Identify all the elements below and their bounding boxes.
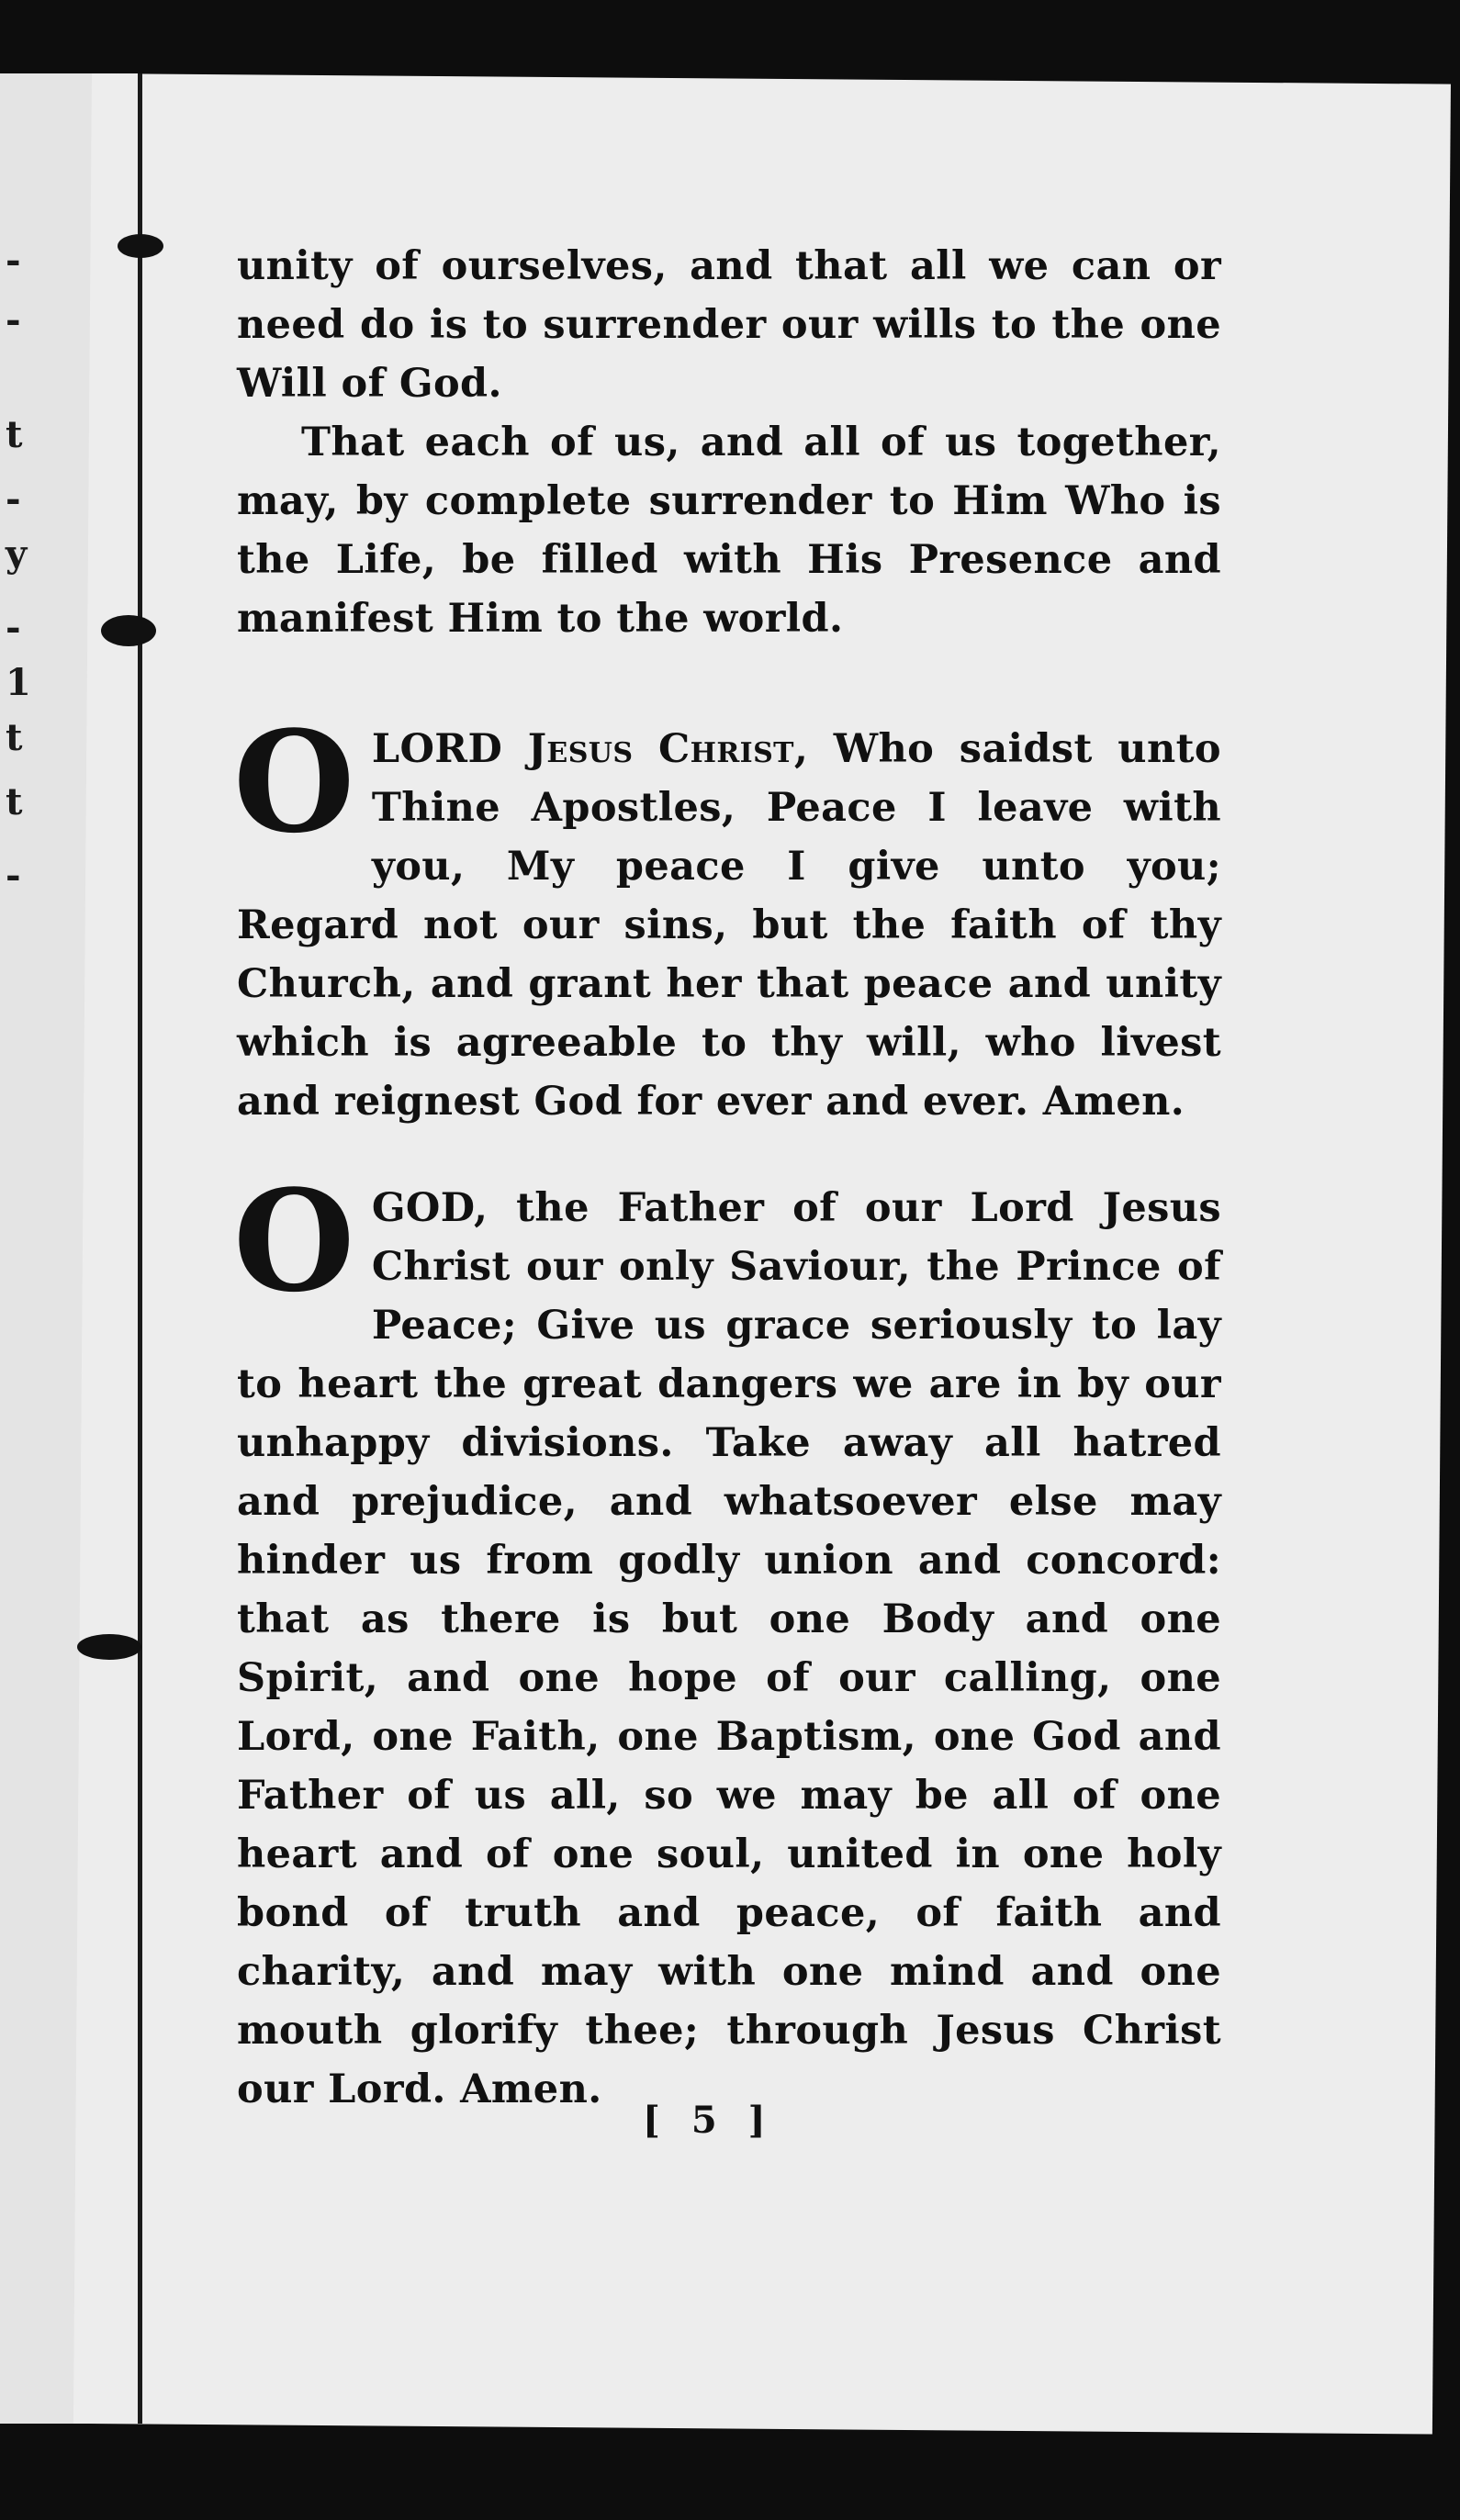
prayer-body: the Father of our Lord Jesus Christ our only Saviour, the Prince of Peace; Give us grace seriously to lay to heart the great dangers we are in by our unhappy divisions. Take away all hatred and prejudice, and whatsoever else may hinder us from godly union and concord: that as there is but one Body and one Spirit, and one hope of our calling, one Lord, one Faith, one Baptism, one God and Father of us all, so we may be all of one heart and of one soul, united in one holy bond of truth and peace, of faith and charity, and may with one mind and one mouth glorify thee; through Jesus Christ our Lord. Amen. [237,1185,1221,2112]
paragraph-continuation: unity of ourselves, and that all we can or need do is to surrender our wills to the one Will of God. [237,243,1221,407]
prayer-unity [233,1159,1221,2119]
fragment: - [6,854,21,897]
prayer-lead: GOD, [371,1185,489,1231]
fragment: - [6,298,21,342]
fragment: t [6,716,23,759]
drop-cap: O [233,1159,355,1323]
fragment: - [6,477,21,521]
fragment: t [6,413,23,456]
paragraph: That each of us, and all of us together, may, by complete surrender to Him Who is the Life, be filled with His Presence and manifest Him to the world. [237,420,1221,642]
binding-stitch [101,615,156,646]
fragment: y [6,532,28,576]
page-text [233,237,1221,2119]
fragment: 1 [6,661,31,704]
prayer-body: Who saidst unto Thine Apostles, Peace I leave with you, My peace I give unto you; Regard not our sins, but the faith of thy Church, and grant her that peace and unity which is agreeable to thy will, who livest and reignest God for ever and ever. Amen. [237,726,1221,1125]
binding-stitch [118,234,163,258]
binding-gutter [138,73,142,2424]
prayer-peace [233,700,1221,1131]
page-number: [ 5 ] [643,2099,775,2142]
drop-cap: O [233,700,355,864]
fragment: - [6,606,21,649]
fragment: - [6,239,21,282]
fragment: t [6,780,23,823]
binding-stitch [77,1634,141,1660]
prayer-lead: LORD Jesus Christ, [371,726,809,772]
